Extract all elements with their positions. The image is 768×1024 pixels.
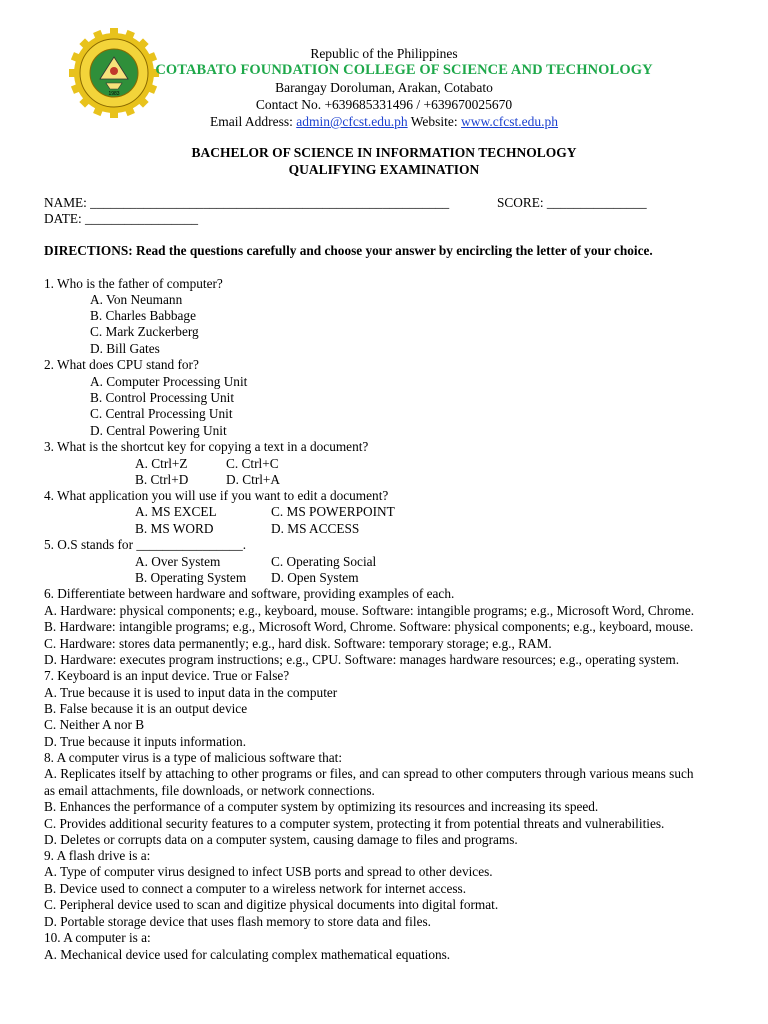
question-1: 1. Who is the father of computer? <box>44 276 223 291</box>
date-field: DATE: _________________ <box>44 211 199 226</box>
q8-option-a-line1: A. Replicates itself by attaching to other programs or files, and can spread to other computers through various means such <box>44 766 694 781</box>
email-website-line <box>0 113 768 130</box>
q5-option-b: B. Operating System <box>135 570 247 585</box>
program-title: BACHELOR OF SCIENCE IN INFORMATION TECHNOLOGY <box>191 145 577 160</box>
question-9: 9. A flash drive is a: <box>44 848 151 863</box>
q7-option-a: A. True because it is used to input data in the computer <box>44 685 338 700</box>
q5-option-d: D. Open System <box>271 570 359 585</box>
college-name: COTABATO FOUNDATION COLLEGE OF SCIENCE AND TECHNOLOGY <box>155 62 653 78</box>
college-address: Barangay Doroluman, Arakan, Cotabato <box>275 80 493 95</box>
q9-option-d: D. Portable storage device that uses flash memory to store data and files. <box>44 914 431 929</box>
q9-option-a: A. Type of computer virus designed to infect USB ports and spread to other devices. <box>44 864 493 879</box>
q2-option-a: A. Computer Processing Unit <box>90 374 248 389</box>
q8-option-b: B. Enhances the performance of a computer system by optimizing its resources and increasing its speed. <box>44 799 599 814</box>
q7-option-b: B. False because it is an output device <box>44 701 248 716</box>
contact-numbers: Contact No. +639685331496 / +639670025670 <box>255 97 513 112</box>
q1-option-a: A. Von Neumann <box>90 292 183 307</box>
name-field: NAME: ______________________________________________________ <box>44 195 450 210</box>
q6-option-c: C. Hardware: stores data permanently; e.g., hard disk. Software: temporary storage; e.g., RAM. <box>44 636 552 651</box>
q3-option-b: B. Ctrl+D <box>135 472 189 487</box>
q3-option-c: C. Ctrl+C <box>226 456 279 471</box>
score-field: SCORE: _______________ <box>497 195 647 210</box>
q1-option-d: D. Bill Gates <box>90 341 160 356</box>
question-4: 4. What application you will use if you want to edit a document? <box>44 488 389 503</box>
question-5: 5. O.S stands for ________________. <box>44 537 247 552</box>
q4-option-d: D. MS ACCESS <box>271 521 360 536</box>
q3-option-a: A. Ctrl+Z <box>135 456 188 471</box>
q10-option-a: A. Mechanical device used for calculating complex mathematical equations. <box>44 947 451 962</box>
q8-option-c: C. Provides additional security features to a computer system, protecting it from potential threats and vulnerabilities. <box>44 816 665 831</box>
question-8: 8. A computer virus is a type of malicious software that: <box>44 750 343 765</box>
q9-option-b: B. Device used to connect a computer to a wireless network for internet access. <box>44 881 467 896</box>
directions: DIRECTIONS: Read the questions carefully and choose your answer by encircling the letter of your choice. <box>44 243 653 258</box>
logo-year-text: 1983 <box>108 91 120 97</box>
republic-line: Republic of the Philippines <box>310 46 458 61</box>
exam-title: QUALIFYING EXAMINATION <box>288 162 480 177</box>
q6-option-b: B. Hardware: intangible programs; e.g., Microsoft Word, Chrome. Software: physical components; e.g., keyboard, mouse. <box>44 619 694 634</box>
q4-option-a: A. MS EXCEL <box>135 504 217 519</box>
q4-option-b: B. MS WORD <box>135 521 214 536</box>
q2-option-b: B. Control Processing Unit <box>90 390 235 405</box>
q8-option-a-line2: as email attachments, file downloads, or network connections. <box>44 783 375 798</box>
question-6: 6. Differentiate between hardware and software, providing examples of each. <box>44 586 455 601</box>
q1-option-c: C. Mark Zuckerberg <box>90 324 199 339</box>
q2-option-d: D. Central Powering Unit <box>90 423 227 438</box>
website-label: Website: <box>407 114 462 129</box>
question-2: 2. What does CPU stand for? <box>44 357 199 372</box>
question-3: 3. What is the shortcut key for copying a text in a document? <box>44 439 369 454</box>
q4-option-c: C. MS POWERPOINT <box>271 504 395 519</box>
q9-option-c: C. Peripheral device used to scan and digitize physical documents into digital format. <box>44 897 499 912</box>
q8-option-d: D. Deletes or corrupts data on a computer system, causing damage to files and programs. <box>44 832 518 847</box>
q7-option-c: C. Neither A nor B <box>44 717 145 732</box>
question-7: 7. Keyboard is an input device. True or False? <box>44 668 290 683</box>
q7-option-d: D. True because it inputs information. <box>44 734 247 749</box>
website-link[interactable]: www.cfcst.edu.ph <box>461 114 559 129</box>
q1-option-b: B. Charles Babbage <box>90 308 196 323</box>
q3-option-d: D. Ctrl+A <box>226 472 281 487</box>
q5-option-a: A. Over System <box>135 554 221 569</box>
q5-option-c: C. Operating Social <box>271 554 377 569</box>
q6-option-d: D. Hardware: executes program instructions; e.g., CPU. Software: manages hardware resources; e.g., operating system. <box>44 652 680 667</box>
q2-option-c: C. Central Processing Unit <box>90 406 233 421</box>
email-link[interactable]: admin@cfcst.edu.ph <box>296 114 408 129</box>
question-10: 10. A computer is a: <box>44 930 151 945</box>
email-label: Email Address: <box>209 114 297 129</box>
q6-option-a: A. Hardware: physical components; e.g., keyboard, mouse. Software: intangible programs; e.g., Microsoft Word, Chrome. <box>44 603 695 618</box>
